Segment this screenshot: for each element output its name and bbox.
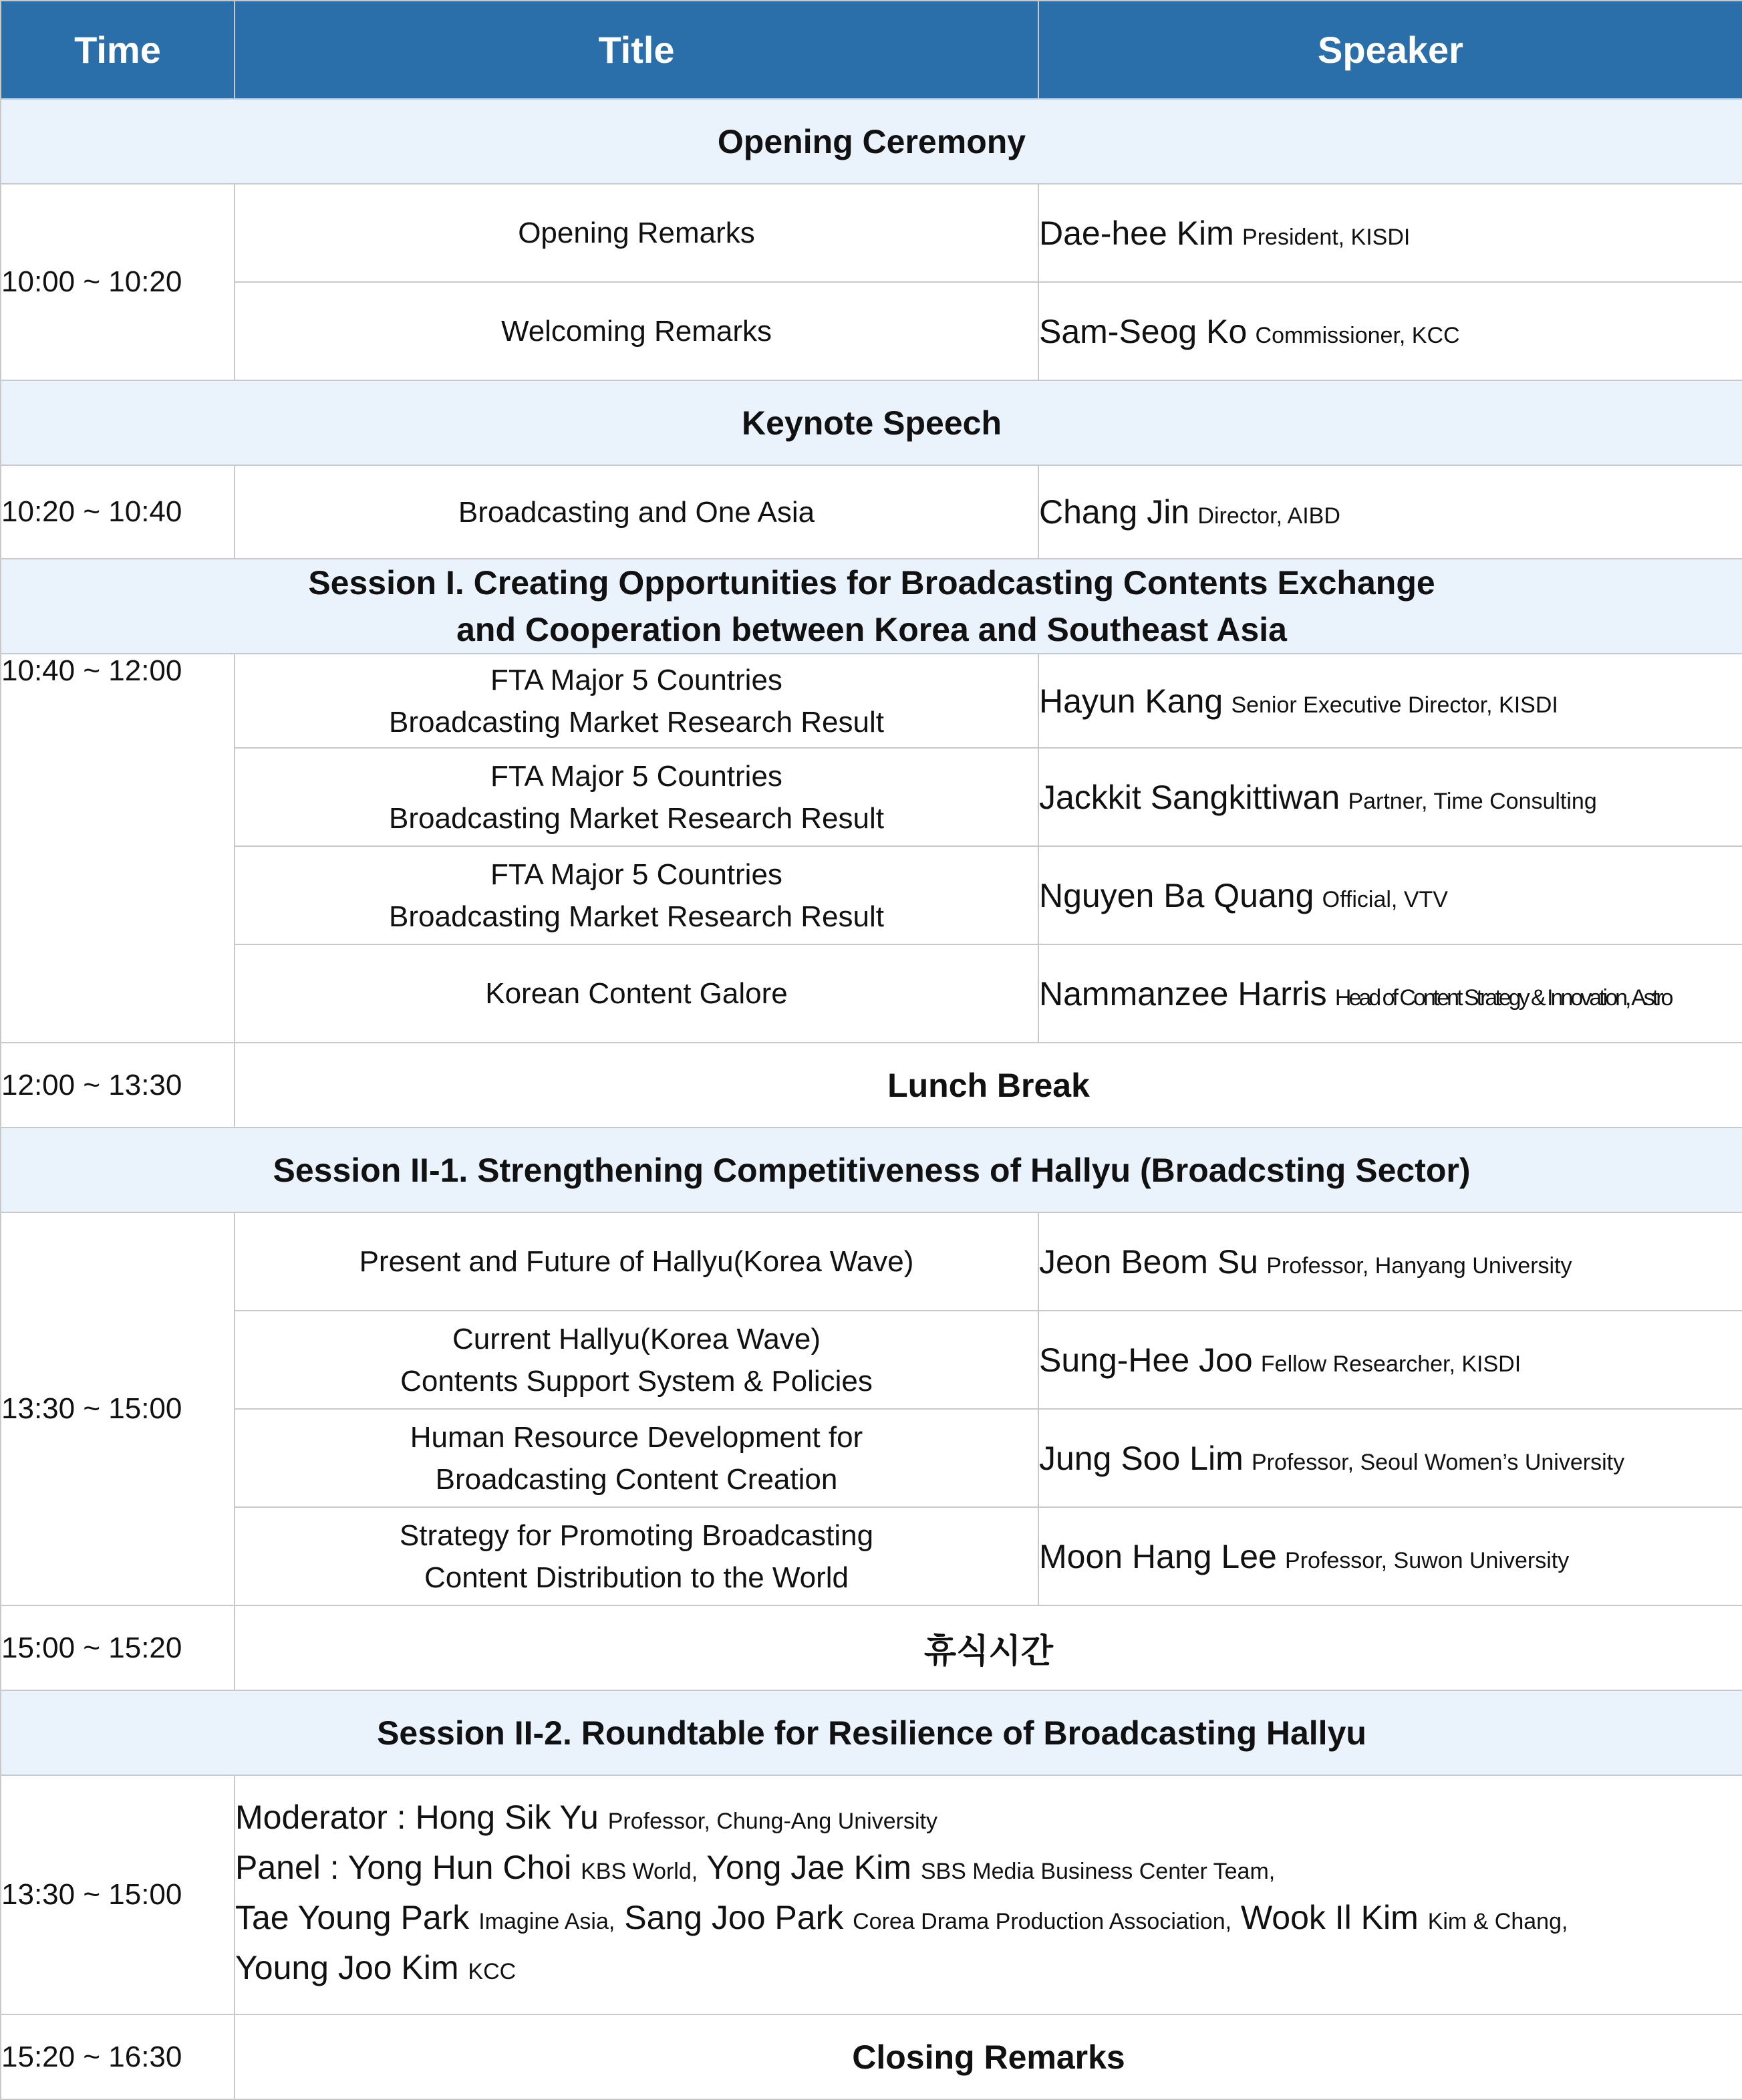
panel-line — [235, 1895, 1742, 1945]
table-row — [1, 944, 1742, 1043]
moderator-org: Professor, Chung-Ang University — [607, 1809, 937, 1834]
speaker-cell — [1038, 1212, 1742, 1311]
speaker-name: Jackkit Sangkittiwan — [1039, 778, 1340, 816]
panelist-name: Wook Il Kim — [1240, 1899, 1419, 1936]
title-line: Broadcasting Market Research Result — [389, 705, 884, 739]
panelist-name: Young Joo Kim — [235, 1949, 459, 1986]
panelist-org: KCC — [468, 1959, 517, 1984]
table-row — [1, 282, 1742, 380]
panelist-name: Yong Hun Choi — [347, 1849, 572, 1886]
table-row — [1, 1775, 1742, 2014]
title-line: Opening Remarks — [518, 217, 755, 249]
speaker-name: Sam-Seog Ko — [1039, 312, 1248, 350]
title-line: Human Resource Development for — [410, 1420, 863, 1454]
title-line: Welcoming Remarks — [500, 315, 772, 348]
speaker-org: Professor, Suwon University — [1285, 1547, 1570, 1573]
speaker-name: Hayun Kang — [1039, 682, 1223, 720]
panelist-name: Yong Jae Kim — [706, 1849, 911, 1886]
session-title — [235, 465, 1038, 559]
time-cell: 15:00 ~ 15:20 — [1, 1605, 235, 1690]
session-title — [235, 1311, 1038, 1409]
speaker-cell — [1038, 1311, 1742, 1409]
panel-line — [235, 1945, 1742, 1995]
speaker-cell — [1038, 944, 1742, 1043]
panelist-org: Corea Drama Production Association, — [853, 1909, 1232, 1934]
speaker-org: Professor, Hanyang University — [1266, 1253, 1572, 1279]
session-title — [235, 184, 1038, 282]
time-cell: 13:30 ~ 15:00 — [1, 1775, 235, 2014]
speaker-org: Fellow Researcher, KISDI — [1260, 1351, 1521, 1377]
session-title — [235, 654, 1038, 748]
table-row — [1, 748, 1742, 846]
speaker-name: Nammanzee Harris — [1039, 974, 1327, 1013]
table-row — [1, 654, 1742, 748]
time-cell: 15:20 ~ 16:30 — [1, 2014, 235, 2099]
speaker-cell — [1038, 1409, 1742, 1507]
panel-line — [235, 1845, 1742, 1895]
time-cell: 12:00 ~ 13:30 — [1, 1043, 235, 1128]
panelist-org: Imagine Asia, — [478, 1909, 615, 1934]
table-row — [1, 1507, 1742, 1605]
section-session1 — [1, 559, 1742, 654]
speaker-cell — [1038, 282, 1742, 380]
session-title — [235, 1507, 1038, 1605]
session-title — [235, 282, 1038, 380]
section-row-keynote — [1, 380, 1742, 465]
speaker-name: Jung Soo Lim — [1039, 1439, 1244, 1477]
title-line: FTA Major 5 Countries — [490, 759, 782, 793]
panelist-name: Tae Young Park — [235, 1899, 470, 1936]
speaker-name: Sung-Hee Joo — [1039, 1341, 1253, 1379]
section-session2-2: Session II-2. Roundtable for Resilience of Broadcasting Hallyu — [1, 1690, 1742, 1775]
speaker-org: Head of Content Strategy & Innovation, Astro — [1334, 985, 1671, 1011]
header-title: Title — [235, 1, 1038, 99]
speaker-org: Professor, Seoul Women’s University — [1251, 1449, 1625, 1475]
speaker-org: President, KISDI — [1242, 224, 1411, 250]
title-line: Broadcasting and One Asia — [458, 495, 815, 529]
title-line: Strategy for Promoting Broadcasting — [399, 1519, 874, 1552]
section-keynote: Keynote Speech — [1, 380, 1742, 465]
title-line: Present and Future of Hallyu(Korea Wave) — [359, 1245, 914, 1278]
lunch-break: Lunch Break — [235, 1043, 1742, 1128]
speaker-org: Director, AIBD — [1197, 503, 1340, 529]
speaker-org: Senior Executive Director, KISDI — [1231, 692, 1558, 718]
title-line: FTA Major 5 Countries — [490, 663, 782, 696]
time-cell: 10:40 ~ 12:00 — [1, 654, 235, 1043]
speaker-name: Chang Jin — [1039, 493, 1190, 531]
session-title — [235, 748, 1038, 846]
title-line: Content Distribution to the World — [424, 1561, 849, 1594]
speaker-org: Official, VTV — [1322, 886, 1448, 912]
session-title — [235, 1409, 1038, 1507]
panelist-name: Sang Joo Park — [624, 1899, 844, 1936]
time-cell: 10:00 ~ 10:20 — [1, 184, 235, 380]
panelist-org: Kim & Chang, — [1427, 1909, 1568, 1934]
panel-label: Panel : — [235, 1849, 348, 1886]
speaker-org: Commissioner, KCC — [1255, 322, 1460, 348]
table-row — [1, 1311, 1742, 1409]
rest-break: 휴식시간 — [235, 1605, 1742, 1690]
title-line: Broadcasting Market Research Result — [389, 801, 884, 835]
roundtable-cell — [235, 1775, 1742, 2014]
speaker-org: Partner, Time Consulting — [1348, 788, 1597, 814]
panelist-org: SBS Media Business Center Team, — [920, 1859, 1276, 1884]
table-row — [1, 2014, 1742, 2099]
table-row — [1, 1043, 1742, 1128]
speaker-name: Jeon Beom Su — [1039, 1242, 1258, 1281]
title-line: Current Hallyu(Korea Wave) — [452, 1322, 821, 1355]
time-cell: 13:30 ~ 15:00 — [1, 1212, 235, 1605]
title-line: Broadcasting Content Creation — [435, 1462, 838, 1496]
header-row — [1, 1, 1742, 99]
section-session2-1: Session II-1. Strengthening Competitiveness of Hallyu (Broadcsting Sector) — [1, 1128, 1742, 1212]
speaker-cell — [1038, 465, 1742, 559]
session-title — [235, 944, 1038, 1043]
section-row-session2-1 — [1, 1128, 1742, 1212]
table-row — [1, 184, 1742, 282]
section-line: and Cooperation between Korea and Southeast Asia — [456, 611, 1287, 648]
table-row — [1, 1605, 1742, 1690]
moderator-name: Hong Sik Yu — [415, 1799, 599, 1836]
table-row — [1, 465, 1742, 559]
speaker-cell — [1038, 1507, 1742, 1605]
speaker-cell — [1038, 748, 1742, 846]
section-line: Session I. Creating Opportunities for Broadcasting Contents Exchange — [308, 564, 1435, 602]
section-row-opening — [1, 99, 1742, 184]
panelist-org: KBS World, — [581, 1859, 698, 1884]
header-speaker: Speaker — [1038, 1, 1742, 99]
time-cell: 10:20 ~ 10:40 — [1, 465, 235, 559]
table-row — [1, 846, 1742, 944]
title-line: Korean Content Galore — [485, 977, 788, 1010]
section-row-session1 — [1, 559, 1742, 654]
speaker-cell — [1038, 846, 1742, 944]
header-time: Time — [1, 1, 235, 99]
session-title — [235, 846, 1038, 944]
moderator-label: Moderator : — [235, 1799, 416, 1836]
closing-remarks: Closing Remarks — [235, 2014, 1742, 2099]
speaker-name: Nguyen Ba Quang — [1039, 876, 1314, 914]
title-line: FTA Major 5 Countries — [490, 858, 782, 891]
speaker-name: Dae-hee Kim — [1039, 214, 1234, 252]
section-row-session2-2 — [1, 1690, 1742, 1775]
speaker-name: Moon Hang Lee — [1039, 1537, 1277, 1575]
title-line: Broadcasting Market Research Result — [389, 900, 884, 933]
moderator-line — [235, 1795, 1742, 1845]
section-opening: Opening Ceremony — [1, 99, 1742, 184]
session-title — [235, 1212, 1038, 1311]
table-row — [1, 1212, 1742, 1311]
speaker-cell — [1038, 654, 1742, 748]
title-line: Contents Support System & Policies — [400, 1364, 873, 1398]
table-row — [1, 1409, 1742, 1507]
speaker-cell — [1038, 184, 1742, 282]
